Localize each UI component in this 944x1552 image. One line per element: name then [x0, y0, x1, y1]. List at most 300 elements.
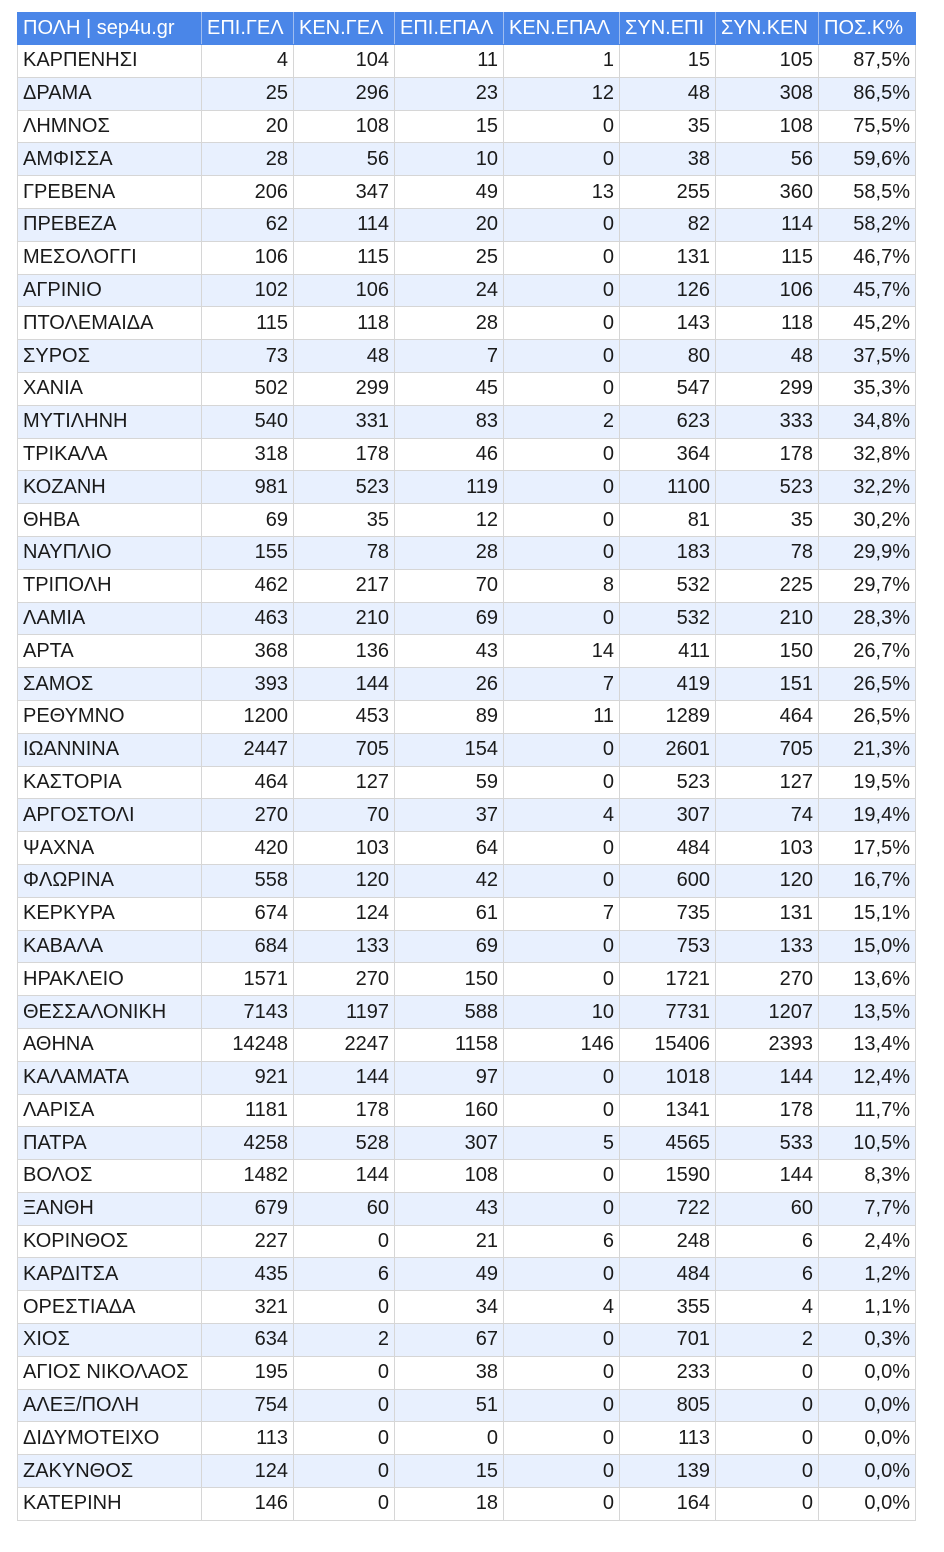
cell-pos-k: 26,7% [819, 635, 916, 668]
cell-pos-k: 0,0% [819, 1455, 916, 1488]
cell-city: ΔΡΑΜΑ [18, 77, 202, 110]
cell-ken-epal: 4 [504, 1291, 620, 1324]
cell-syn-ken: 0 [716, 1488, 819, 1521]
cell-pos-k: 15,0% [819, 930, 916, 963]
cell-syn-ken: 270 [716, 963, 819, 996]
cell-ken-epal: 0 [504, 1094, 620, 1127]
table-body [18, 45, 916, 1521]
cell-syn-epi: 7731 [620, 996, 716, 1029]
cell-ken-gel: 2247 [294, 1028, 395, 1061]
cell-ken-epal: 0 [504, 438, 620, 471]
table-row [18, 569, 916, 602]
cell-syn-ken: 35 [716, 504, 819, 537]
cell-pos-k: 28,3% [819, 602, 916, 635]
cell-ken-gel: 120 [294, 864, 395, 897]
cell-epi-gel: 318 [202, 438, 294, 471]
cell-syn-epi: 1018 [620, 1061, 716, 1094]
table-row [18, 438, 916, 471]
table-row [18, 996, 916, 1029]
header-city: ΠΟΛΗ | sep4u.gr [18, 13, 202, 45]
cell-syn-epi: 547 [620, 372, 716, 405]
cell-epi-epal: 23 [395, 77, 504, 110]
cell-syn-ken: 1207 [716, 996, 819, 1029]
cell-epi-epal: 38 [395, 1356, 504, 1389]
cell-epi-gel: 73 [202, 340, 294, 373]
cell-syn-epi: 735 [620, 897, 716, 930]
table-row [18, 77, 916, 110]
cell-ken-epal: 0 [504, 372, 620, 405]
cell-syn-ken: 133 [716, 930, 819, 963]
cell-syn-ken: 127 [716, 766, 819, 799]
cell-city: ΚΕΡΚΥΡΑ [18, 897, 202, 930]
cell-epi-gel: 462 [202, 569, 294, 602]
cell-epi-epal: 7 [395, 340, 504, 373]
cell-epi-epal: 26 [395, 668, 504, 701]
table-row [18, 471, 916, 504]
cell-epi-gel: 69 [202, 504, 294, 537]
cell-city: ΠΤΟΛΕΜΑΙΔΑ [18, 307, 202, 340]
cell-epi-epal: 59 [395, 766, 504, 799]
cell-city: ΑΓΡΙΝΙΟ [18, 274, 202, 307]
cell-city: ΚΟΖΑΝΗ [18, 471, 202, 504]
cell-ken-gel: 331 [294, 405, 395, 438]
cell-epi-gel: 502 [202, 372, 294, 405]
cell-epi-gel: 1181 [202, 1094, 294, 1127]
cell-city: ΔΙΔΥΜΟΤΕΙΧΟ [18, 1422, 202, 1455]
cell-ken-gel: 78 [294, 536, 395, 569]
cell-epi-epal: 0 [395, 1422, 504, 1455]
table-row [18, 864, 916, 897]
cell-epi-gel: 435 [202, 1258, 294, 1291]
cell-pos-k: 17,5% [819, 832, 916, 865]
cell-ken-gel: 108 [294, 110, 395, 143]
cell-ken-epal: 0 [504, 504, 620, 537]
cell-syn-ken: 60 [716, 1192, 819, 1225]
cell-epi-epal: 11 [395, 45, 504, 78]
cell-pos-k: 46,7% [819, 241, 916, 274]
cell-ken-epal: 0 [504, 1389, 620, 1422]
cell-syn-epi: 753 [620, 930, 716, 963]
cell-ken-gel: 217 [294, 569, 395, 602]
table-row [18, 208, 916, 241]
table-row [18, 340, 916, 373]
cell-ken-gel: 528 [294, 1127, 395, 1160]
cell-epi-gel: 1482 [202, 1160, 294, 1193]
cell-ken-epal: 0 [504, 864, 620, 897]
cell-epi-epal: 83 [395, 405, 504, 438]
cell-syn-epi: 1590 [620, 1160, 716, 1193]
cell-epi-gel: 634 [202, 1324, 294, 1357]
cell-syn-ken: 178 [716, 1094, 819, 1127]
cell-epi-gel: 321 [202, 1291, 294, 1324]
cell-ken-epal: 1 [504, 45, 620, 78]
cell-epi-epal: 25 [395, 241, 504, 274]
cell-pos-k: 26,5% [819, 668, 916, 701]
cell-syn-epi: 484 [620, 832, 716, 865]
cell-syn-ken: 105 [716, 45, 819, 78]
cell-epi-epal: 43 [395, 1192, 504, 1225]
cell-ken-gel: 178 [294, 1094, 395, 1127]
cell-city: ΑΡΤΑ [18, 635, 202, 668]
table-row [18, 1127, 916, 1160]
cell-pos-k: 8,3% [819, 1160, 916, 1193]
table-row [18, 1324, 916, 1357]
cell-syn-epi: 48 [620, 77, 716, 110]
header-syn-ken: ΣΥΝ.ΚΕΝ [716, 13, 819, 45]
cell-pos-k: 35,3% [819, 372, 916, 405]
cell-syn-epi: 307 [620, 799, 716, 832]
cell-city: ΚΑΤΕΡΙΝΗ [18, 1488, 202, 1521]
table-row [18, 897, 916, 930]
cell-epi-epal: 1158 [395, 1028, 504, 1061]
cell-epi-gel: 464 [202, 766, 294, 799]
cell-ken-epal: 7 [504, 668, 620, 701]
cell-ken-epal: 4 [504, 799, 620, 832]
cell-city: ΨΑΧΝΑ [18, 832, 202, 865]
cell-syn-epi: 701 [620, 1324, 716, 1357]
cell-epi-epal: 119 [395, 471, 504, 504]
cell-ken-gel: 1197 [294, 996, 395, 1029]
cell-city: ΧΙΟΣ [18, 1324, 202, 1357]
cell-epi-epal: 28 [395, 536, 504, 569]
cell-ken-gel: 103 [294, 832, 395, 865]
cell-ken-gel: 144 [294, 1061, 395, 1094]
city-stats-table [17, 12, 916, 1521]
cell-epi-epal: 21 [395, 1225, 504, 1258]
cell-ken-gel: 0 [294, 1455, 395, 1488]
cell-ken-epal: 0 [504, 536, 620, 569]
cell-epi-gel: 921 [202, 1061, 294, 1094]
cell-epi-epal: 18 [395, 1488, 504, 1521]
cell-syn-epi: 722 [620, 1192, 716, 1225]
cell-ken-gel: 178 [294, 438, 395, 471]
cell-epi-gel: 558 [202, 864, 294, 897]
cell-ken-gel: 523 [294, 471, 395, 504]
cell-ken-gel: 56 [294, 143, 395, 176]
cell-ken-gel: 2 [294, 1324, 395, 1357]
cell-epi-gel: 7143 [202, 996, 294, 1029]
cell-ken-epal: 0 [504, 1258, 620, 1291]
header-pos-k: ΠΟΣ.Κ% [819, 13, 916, 45]
cell-city: ΚΑΣΤΟΡΙΑ [18, 766, 202, 799]
cell-epi-epal: 64 [395, 832, 504, 865]
cell-city: ΚΟΡΙΝΘΟΣ [18, 1225, 202, 1258]
cell-pos-k: 16,7% [819, 864, 916, 897]
cell-ken-epal: 2 [504, 405, 620, 438]
cell-pos-k: 0,0% [819, 1356, 916, 1389]
cell-city: ΞΑΝΘΗ [18, 1192, 202, 1225]
cell-syn-ken: 118 [716, 307, 819, 340]
cell-syn-epi: 532 [620, 602, 716, 635]
cell-epi-epal: 43 [395, 635, 504, 668]
cell-syn-ken: 114 [716, 208, 819, 241]
cell-ken-gel: 144 [294, 1160, 395, 1193]
cell-epi-gel: 4 [202, 45, 294, 78]
cell-pos-k: 7,7% [819, 1192, 916, 1225]
cell-ken-gel: 35 [294, 504, 395, 537]
cell-syn-ken: 308 [716, 77, 819, 110]
table-row [18, 274, 916, 307]
cell-ken-epal: 0 [504, 1061, 620, 1094]
cell-city: ΝΑΥΠΛΙΟ [18, 536, 202, 569]
cell-pos-k: 0,3% [819, 1324, 916, 1357]
cell-epi-gel: 195 [202, 1356, 294, 1389]
cell-ken-epal: 10 [504, 996, 620, 1029]
table-row [18, 536, 916, 569]
cell-city: ΒΟΛΟΣ [18, 1160, 202, 1193]
cell-ken-epal: 7 [504, 897, 620, 930]
cell-ken-epal: 11 [504, 700, 620, 733]
cell-syn-ken: 151 [716, 668, 819, 701]
cell-ken-epal: 0 [504, 1488, 620, 1521]
cell-city: ΧΑΝΙΑ [18, 372, 202, 405]
cell-city: ΦΛΩΡΙΝΑ [18, 864, 202, 897]
cell-epi-epal: 588 [395, 996, 504, 1029]
cell-city: ΤΡΙΚΑΛΑ [18, 438, 202, 471]
cell-epi-gel: 4258 [202, 1127, 294, 1160]
cell-city: ΓΡΕΒΕΝΑ [18, 176, 202, 209]
cell-pos-k: 15,1% [819, 897, 916, 930]
cell-epi-gel: 1571 [202, 963, 294, 996]
cell-epi-epal: 61 [395, 897, 504, 930]
cell-epi-gel: 981 [202, 471, 294, 504]
cell-epi-gel: 102 [202, 274, 294, 307]
cell-epi-epal: 10 [395, 143, 504, 176]
cell-ken-gel: 0 [294, 1488, 395, 1521]
cell-epi-epal: 20 [395, 208, 504, 241]
cell-pos-k: 87,5% [819, 45, 916, 78]
cell-syn-ken: 464 [716, 700, 819, 733]
cell-pos-k: 12,4% [819, 1061, 916, 1094]
cell-ken-gel: 0 [294, 1389, 395, 1422]
cell-syn-epi: 82 [620, 208, 716, 241]
cell-epi-gel: 28 [202, 143, 294, 176]
cell-pos-k: 1,2% [819, 1258, 916, 1291]
cell-ken-epal: 0 [504, 733, 620, 766]
cell-ken-gel: 0 [294, 1422, 395, 1455]
table-row [18, 963, 916, 996]
cell-syn-epi: 2601 [620, 733, 716, 766]
cell-city: ΛΑΜΙΑ [18, 602, 202, 635]
cell-ken-epal: 8 [504, 569, 620, 602]
cell-pos-k: 13,4% [819, 1028, 916, 1061]
cell-syn-ken: 120 [716, 864, 819, 897]
cell-epi-epal: 15 [395, 1455, 504, 1488]
cell-pos-k: 37,5% [819, 340, 916, 373]
table-row [18, 110, 916, 143]
cell-pos-k: 29,9% [819, 536, 916, 569]
cell-ken-gel: 136 [294, 635, 395, 668]
cell-ken-epal: 0 [504, 1356, 620, 1389]
cell-syn-ken: 210 [716, 602, 819, 635]
cell-pos-k: 32,2% [819, 471, 916, 504]
cell-ken-epal: 0 [504, 930, 620, 963]
table-row [18, 766, 916, 799]
cell-epi-epal: 70 [395, 569, 504, 602]
cell-syn-epi: 15 [620, 45, 716, 78]
cell-syn-ken: 106 [716, 274, 819, 307]
cell-pos-k: 45,2% [819, 307, 916, 340]
cell-city: ΟΡΕΣΤΙΑΔΑ [18, 1291, 202, 1324]
cell-epi-epal: 160 [395, 1094, 504, 1127]
cell-ken-epal: 0 [504, 208, 620, 241]
cell-epi-gel: 393 [202, 668, 294, 701]
table-row [18, 733, 916, 766]
cell-syn-ken: 74 [716, 799, 819, 832]
cell-ken-epal: 0 [504, 340, 620, 373]
cell-city: ΛΑΡΙΣΑ [18, 1094, 202, 1127]
cell-epi-epal: 24 [395, 274, 504, 307]
cell-epi-epal: 154 [395, 733, 504, 766]
cell-syn-ken: 0 [716, 1356, 819, 1389]
cell-city: ΣΑΜΟΣ [18, 668, 202, 701]
cell-syn-ken: 115 [716, 241, 819, 274]
cell-syn-ken: 4 [716, 1291, 819, 1324]
table-row [18, 635, 916, 668]
cell-pos-k: 2,4% [819, 1225, 916, 1258]
cell-pos-k: 30,2% [819, 504, 916, 537]
cell-syn-epi: 80 [620, 340, 716, 373]
cell-syn-ken: 360 [716, 176, 819, 209]
cell-ken-epal: 0 [504, 274, 620, 307]
cell-syn-ken: 144 [716, 1160, 819, 1193]
cell-pos-k: 59,6% [819, 143, 916, 176]
cell-epi-gel: 368 [202, 635, 294, 668]
cell-syn-epi: 484 [620, 1258, 716, 1291]
cell-ken-epal: 5 [504, 1127, 620, 1160]
table-row [18, 1389, 916, 1422]
cell-ken-gel: 144 [294, 668, 395, 701]
cell-syn-epi: 139 [620, 1455, 716, 1488]
cell-ken-epal: 146 [504, 1028, 620, 1061]
cell-city: ΠΑΤΡΑ [18, 1127, 202, 1160]
cell-ken-gel: 104 [294, 45, 395, 78]
cell-ken-epal: 12 [504, 77, 620, 110]
table-row [18, 1160, 916, 1193]
cell-city: ΘΕΣΣΑΛΟΝΙΚΗ [18, 996, 202, 1029]
table-row [18, 1488, 916, 1521]
table-row [18, 1192, 916, 1225]
table-row [18, 700, 916, 733]
cell-pos-k: 29,7% [819, 569, 916, 602]
cell-syn-ken: 48 [716, 340, 819, 373]
cell-city: ΣΥΡΟΣ [18, 340, 202, 373]
cell-city: ΚΑΛΑΜΑΤΑ [18, 1061, 202, 1094]
cell-pos-k: 86,5% [819, 77, 916, 110]
table-row [18, 1258, 916, 1291]
header-ken-gel: ΚΕΝ.ΓΕΛ [294, 13, 395, 45]
cell-syn-ken: 333 [716, 405, 819, 438]
table-row [18, 1061, 916, 1094]
table-row [18, 930, 916, 963]
cell-epi-epal: 67 [395, 1324, 504, 1357]
table-row [18, 143, 916, 176]
cell-epi-gel: 1200 [202, 700, 294, 733]
table-row [18, 241, 916, 274]
cell-ken-gel: 347 [294, 176, 395, 209]
cell-epi-gel: 113 [202, 1422, 294, 1455]
cell-ken-epal: 0 [504, 1455, 620, 1488]
cell-pos-k: 11,7% [819, 1094, 916, 1127]
cell-syn-epi: 15406 [620, 1028, 716, 1061]
cell-syn-epi: 81 [620, 504, 716, 537]
table-row [18, 176, 916, 209]
cell-pos-k: 19,5% [819, 766, 916, 799]
header-syn-epi: ΣΥΝ.ΕΠΙ [620, 13, 716, 45]
cell-ken-epal: 0 [504, 110, 620, 143]
cell-syn-epi: 233 [620, 1356, 716, 1389]
cell-epi-epal: 150 [395, 963, 504, 996]
cell-epi-gel: 206 [202, 176, 294, 209]
cell-ken-gel: 270 [294, 963, 395, 996]
cell-ken-gel: 48 [294, 340, 395, 373]
header-row [18, 13, 916, 45]
cell-epi-epal: 51 [395, 1389, 504, 1422]
cell-epi-epal: 45 [395, 372, 504, 405]
cell-syn-epi: 164 [620, 1488, 716, 1521]
cell-ken-epal: 6 [504, 1225, 620, 1258]
cell-city: ΚΑΡΠΕΝΗΣΙ [18, 45, 202, 78]
cell-ken-gel: 127 [294, 766, 395, 799]
cell-pos-k: 58,2% [819, 208, 916, 241]
cell-epi-epal: 15 [395, 110, 504, 143]
cell-city: ΠΡΕΒΕΖΑ [18, 208, 202, 241]
cell-pos-k: 26,5% [819, 700, 916, 733]
cell-syn-epi: 255 [620, 176, 716, 209]
cell-pos-k: 13,5% [819, 996, 916, 1029]
cell-epi-epal: 46 [395, 438, 504, 471]
cell-syn-ken: 2 [716, 1324, 819, 1357]
cell-city: ΖΑΚΥΝΘΟΣ [18, 1455, 202, 1488]
cell-pos-k: 19,4% [819, 799, 916, 832]
cell-ken-epal: 0 [504, 963, 620, 996]
table-row [18, 832, 916, 865]
cell-epi-epal: 49 [395, 1258, 504, 1291]
cell-syn-epi: 1100 [620, 471, 716, 504]
cell-epi-epal: 42 [395, 864, 504, 897]
cell-syn-epi: 183 [620, 536, 716, 569]
cell-city: ΜΕΣΟΛΟΓΓΙ [18, 241, 202, 274]
cell-syn-epi: 623 [620, 405, 716, 438]
cell-ken-gel: 118 [294, 307, 395, 340]
cell-syn-ken: 108 [716, 110, 819, 143]
table-row [18, 602, 916, 635]
cell-ken-gel: 60 [294, 1192, 395, 1225]
cell-ken-gel: 299 [294, 372, 395, 405]
cell-epi-gel: 270 [202, 799, 294, 832]
cell-syn-epi: 126 [620, 274, 716, 307]
cell-epi-epal: 28 [395, 307, 504, 340]
cell-ken-gel: 124 [294, 897, 395, 930]
cell-ken-gel: 114 [294, 208, 395, 241]
cell-epi-gel: 420 [202, 832, 294, 865]
cell-ken-gel: 0 [294, 1291, 395, 1324]
cell-ken-epal: 0 [504, 766, 620, 799]
table-row [18, 1455, 916, 1488]
cell-syn-ken: 533 [716, 1127, 819, 1160]
cell-ken-epal: 0 [504, 143, 620, 176]
table-row [18, 45, 916, 78]
cell-epi-epal: 12 [395, 504, 504, 537]
cell-ken-gel: 6 [294, 1258, 395, 1291]
cell-pos-k: 1,1% [819, 1291, 916, 1324]
cell-syn-ken: 6 [716, 1258, 819, 1291]
cell-epi-gel: 14248 [202, 1028, 294, 1061]
cell-pos-k: 0,0% [819, 1488, 916, 1521]
cell-syn-ken: 103 [716, 832, 819, 865]
cell-ken-epal: 0 [504, 1192, 620, 1225]
cell-pos-k: 21,3% [819, 733, 916, 766]
